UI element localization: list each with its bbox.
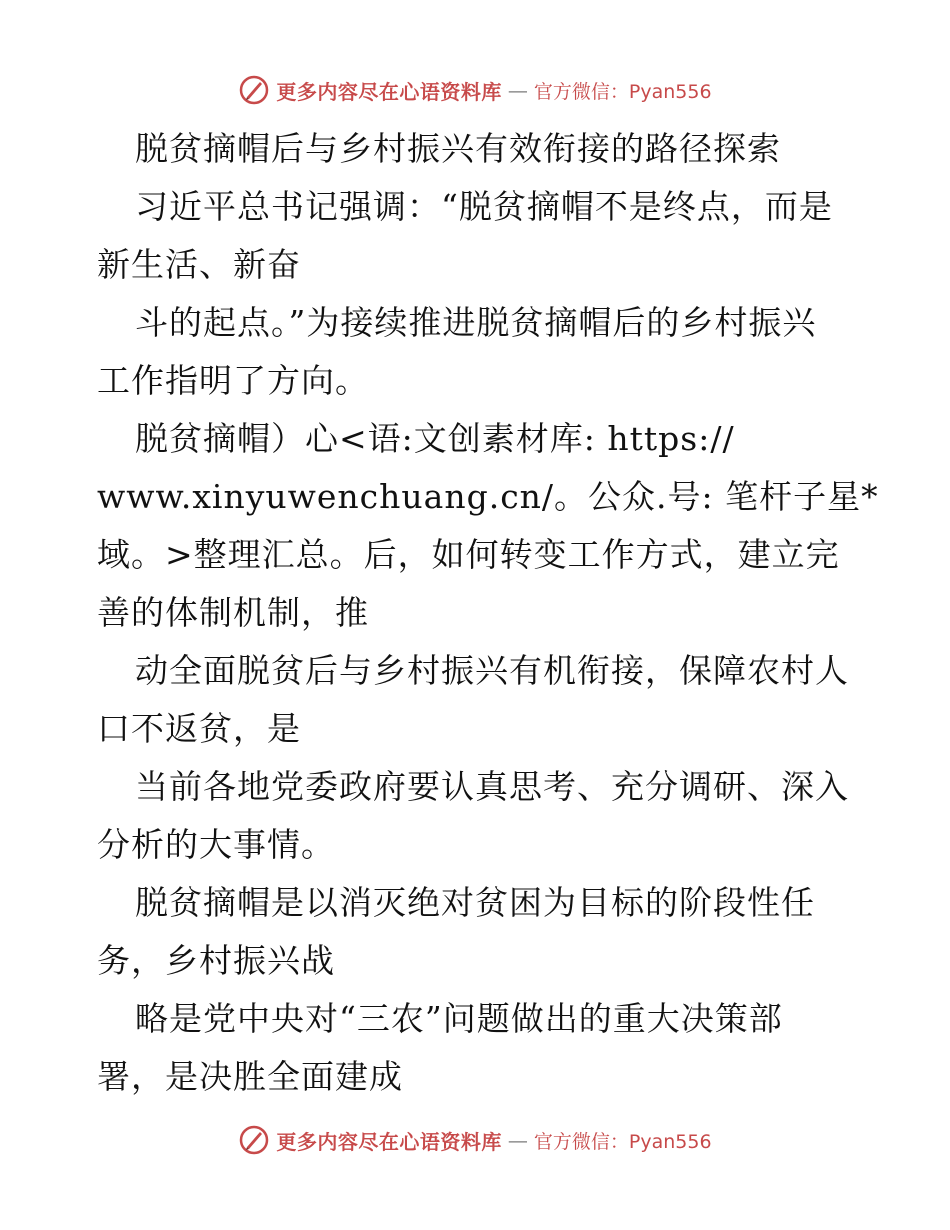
text-line: 脱贫摘帽是以消灭绝对贫困为目标的阶段性任 [135,883,815,922]
text-line: 动全面脱贫后与乡村振兴有机衔接，保障农村人 [135,651,849,690]
text-line: www.xinyuwenchuang.cn/。公众.号: 笔杆子星* [97,477,879,516]
quill-logo-icon [238,74,270,106]
watermark-site-text: 更多内容尽在心语资料库 [276,79,502,104]
text-line: 口不返贫，是 [97,709,301,748]
text-line: 域。>整理汇总。后，如何转变工作方式，建立完 [97,535,840,574]
text-line: 脱贫摘帽后与乡村振兴有效衔接的路径探索 [135,129,781,168]
text-line: 当前各地党委政府要认真思考、充分调研、深入 [135,767,849,806]
text-line: 署，是决胜全面建成 [97,1057,403,1096]
watermark-contact-text: 官方微信：Pyan556 [533,1130,712,1153]
text-line: 习近平总书记强调：“脱贫摘帽不是终点，而是 [135,187,833,226]
text-line: 斗的起点。”为接续推进脱贫摘帽后的乡村振兴 [135,303,817,342]
header-watermark [0,70,950,110]
watermark-contact-text: 官方微信：Pyan556 [533,80,712,103]
text-line: 工作指明了方向。 [97,361,369,400]
watermark-separator: — [507,1128,528,1152]
text-line: 新生活、新奋 [97,245,301,284]
quill-logo-icon [238,1124,270,1156]
text-line: 分析的大事情。 [97,825,335,864]
text-line: 务，乡村振兴战 [97,941,335,980]
watermark-site-text: 更多内容尽在心语资料库 [276,1129,502,1154]
text-line: 善的体制机制，推 [97,593,369,632]
document-body [97,120,879,1106]
watermark-separator: — [507,78,528,102]
text-line: 略是党中央对“三农”问题做出的重大决策部 [135,999,783,1038]
text-line: 脱贫摘帽）心<语:文创素材库: https:// [135,419,735,458]
footer-watermark [0,1120,950,1160]
